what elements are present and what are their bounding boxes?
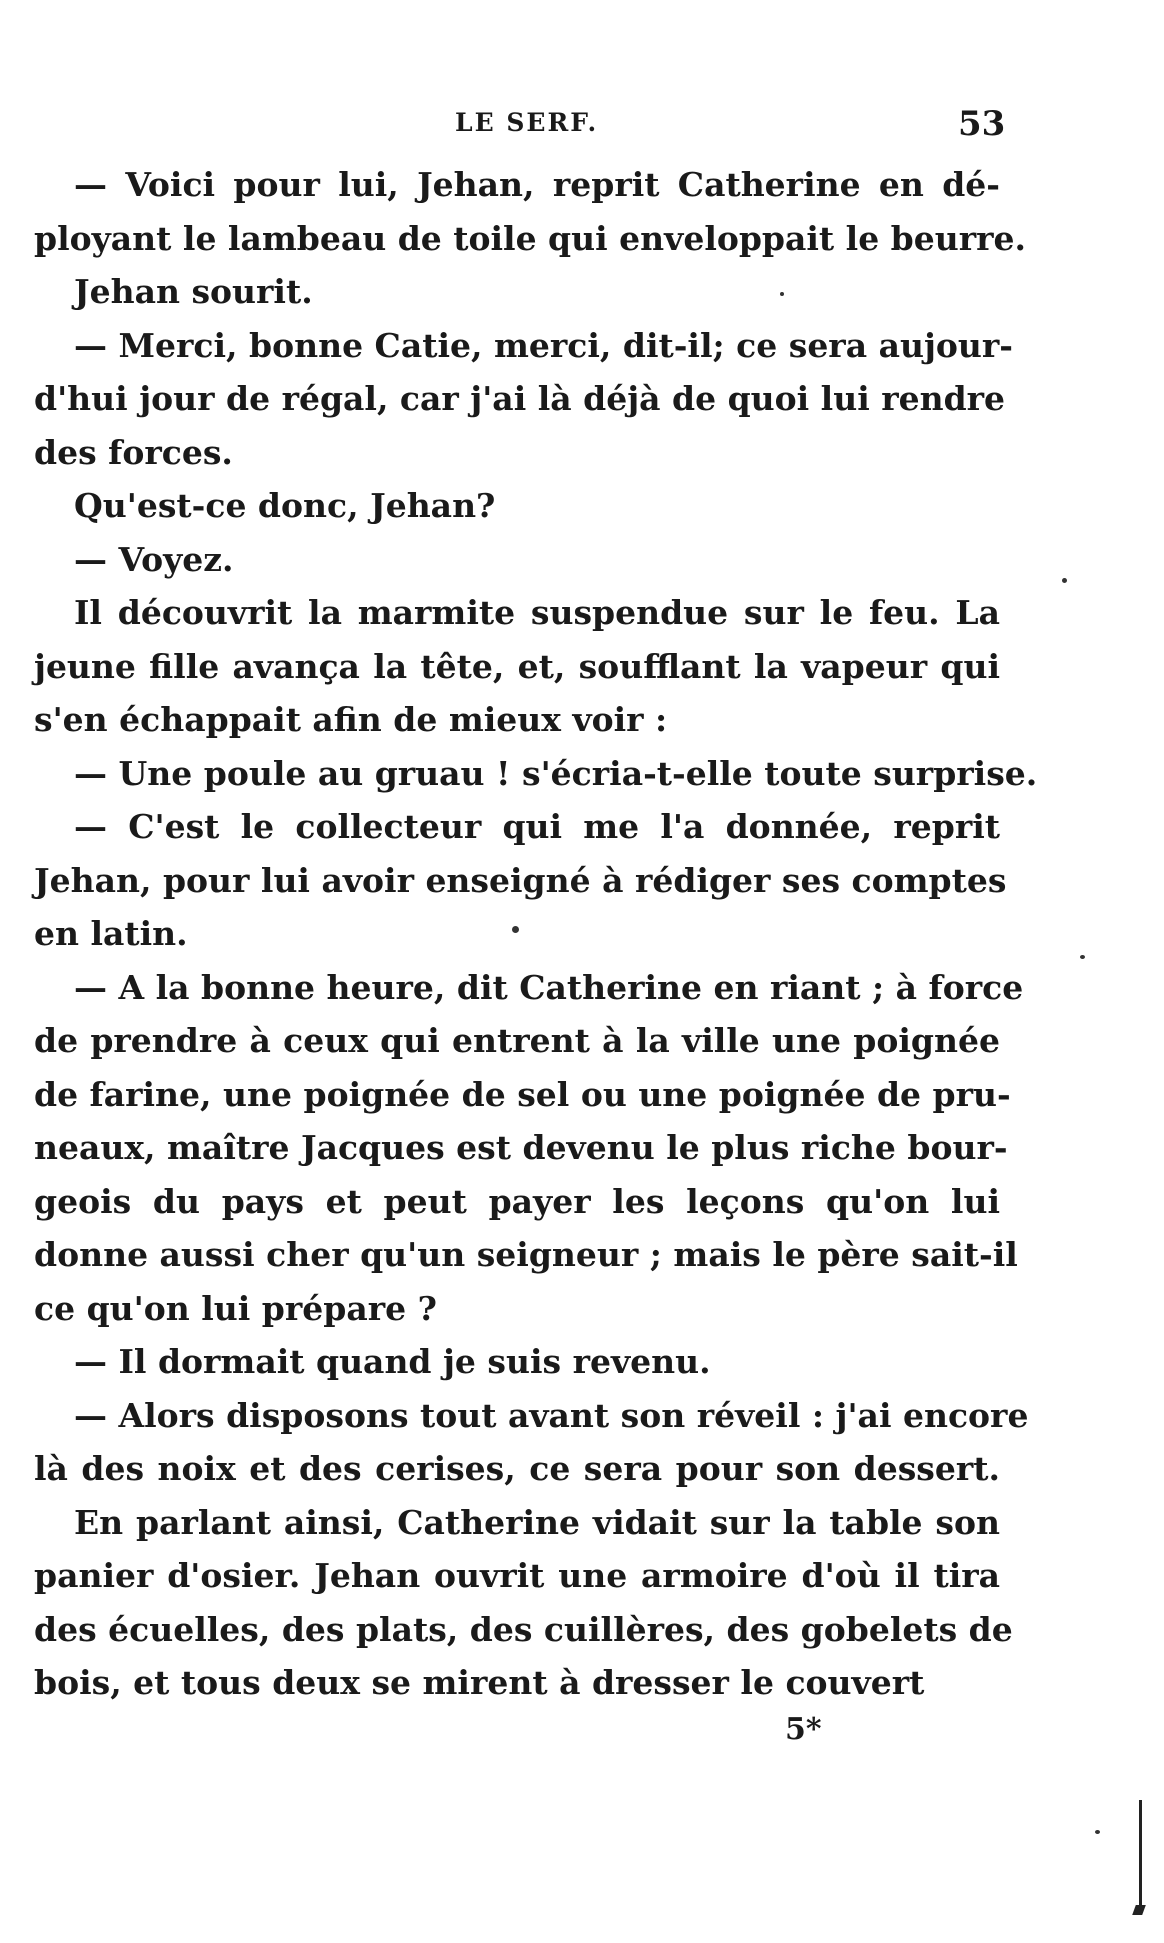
text-line: en latin. xyxy=(34,914,188,953)
text-line: — Voyez. xyxy=(74,539,234,579)
text-line: — A la bonne heure, dit Catherine en riant ; à force xyxy=(74,967,1024,1007)
text-line: des forces. xyxy=(34,432,233,472)
text-line: bois, et tous deux se mirent à dresser le couvert xyxy=(34,1663,925,1702)
text-line: En parlant ainsi, Catherine vidait sur la table son xyxy=(74,1502,1000,1542)
text-line: s'en échappait afin de mieux voir : xyxy=(34,700,668,739)
text-line: neaux, maître Jacques est devenu le plus riche bour- xyxy=(34,1128,1008,1167)
text-line: jeune fille avança la tête, et, soufflant la vapeur qui xyxy=(34,646,1000,686)
scan-speck xyxy=(1095,1830,1100,1834)
scan-speck xyxy=(1062,578,1067,583)
text-line: de prendre à ceux qui entrent à la ville une poignée xyxy=(34,1021,1000,1060)
text-line: panier d'osier. Jehan ouvrit une armoire d'où il tira xyxy=(34,1556,1000,1595)
text-line: ce qu'on lui prépare ? xyxy=(34,1288,437,1328)
text-line: — Merci, bonne Catie, merci, dit-il; ce sera aujour- xyxy=(74,325,1013,365)
text-line: — Une poule au gruau ! s'écria-t-elle toute surprise. xyxy=(74,753,1038,793)
text-line: — Alors disposons tout avant son réveil : j'ai encore xyxy=(74,1395,1029,1435)
text-line: — Voici pour lui, Jehan, reprit Catherine en dé- xyxy=(74,165,1000,204)
text-line: — Il dormait quand je suis revenu. xyxy=(74,1342,711,1381)
signature-mark: 5* xyxy=(785,1712,822,1747)
text-line: donne aussi cher qu'un seigneur ; mais le père sait-il xyxy=(34,1235,1018,1274)
page-edge-mark xyxy=(1132,1905,1146,1915)
page-number: 53 xyxy=(958,104,1006,144)
scan-speck xyxy=(1080,955,1085,959)
text-line: de farine, une poignée de sel ou une poignée de pru- xyxy=(34,1074,1011,1114)
text-line: Jehan sourit. xyxy=(74,272,313,311)
text-line: ployant le lambeau de toile qui enveloppait le beurre. xyxy=(34,218,1026,258)
body-text xyxy=(34,158,1038,1710)
text-line: — C'est le collecteur qui me l'a donnée, reprit xyxy=(74,807,1000,846)
text-line: Il découvrit la marmite suspendue sur le feu. La xyxy=(74,593,1000,632)
text-line: Jehan, pour lui avoir enseigné à rédiger ses comptes xyxy=(34,860,1007,900)
page-edge-mark xyxy=(1139,1800,1142,1915)
text-line: là des noix et des cerises, ce sera pour son dessert. xyxy=(34,1449,1000,1488)
scan-speck xyxy=(512,926,519,933)
running-title: LE SERF. xyxy=(455,108,599,137)
text-line: d'hui jour de régal, car j'ai là déjà de quoi lui rendre xyxy=(34,379,1006,418)
text-line: geois du pays et peut payer les leçons qu'on lui xyxy=(34,1181,1000,1221)
text-line: Qu'est-ce donc, Jehan? xyxy=(74,486,496,525)
text-line: des écuelles, des plats, des cuillères, des gobelets de xyxy=(34,1609,1013,1649)
scan-speck xyxy=(780,292,784,296)
